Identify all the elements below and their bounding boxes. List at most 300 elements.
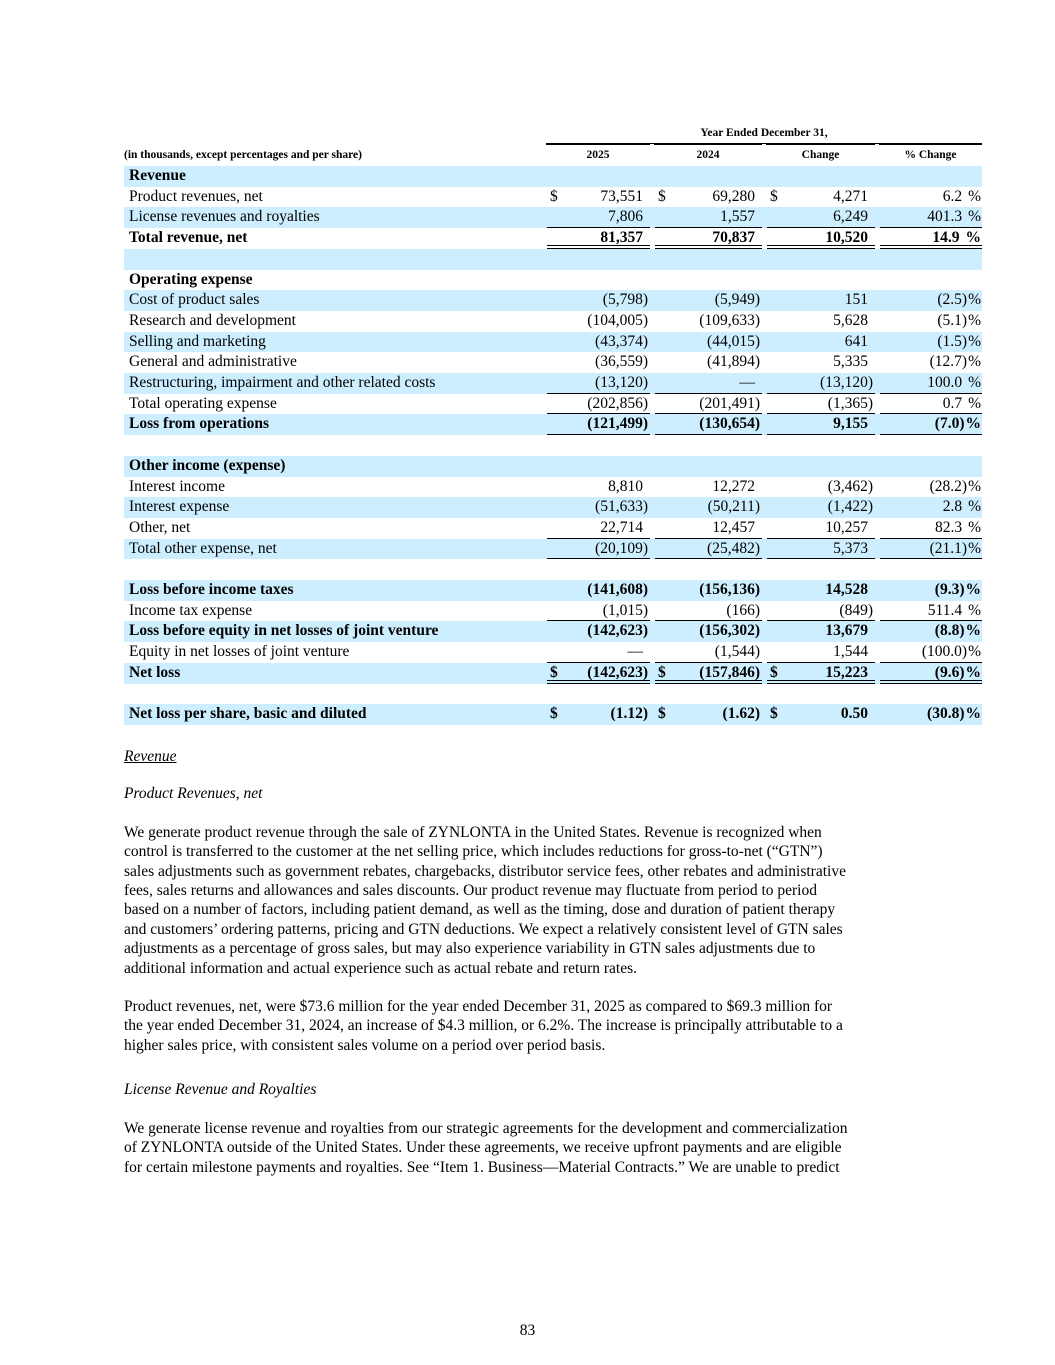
dollar-sign — [880, 601, 883, 621]
cell-pct-change — [875, 559, 982, 580]
cell-2024 — [650, 166, 762, 187]
cell-change — [762, 497, 875, 518]
cell-change — [762, 663, 875, 684]
cell-value: (5,949) — [714, 291, 760, 309]
cell-pct-change — [875, 394, 982, 415]
cell-value: 5,335 — [833, 353, 868, 371]
row-label: Loss from operations — [124, 414, 542, 435]
cell-change — [762, 270, 875, 291]
cell-value: (13,120) — [820, 374, 873, 392]
cell-value — [643, 166, 650, 187]
dollar-sign: $ — [550, 663, 558, 681]
table-row — [124, 580, 982, 601]
percent-sign: % — [968, 374, 981, 392]
dollar-sign — [880, 663, 883, 680]
cell-2025 — [542, 270, 650, 291]
cell-value — [643, 435, 650, 456]
cell-2024 — [650, 477, 762, 498]
cell-2025 — [542, 539, 650, 560]
cell-value: 69,280 — [712, 187, 755, 205]
dollar-sign — [655, 290, 658, 311]
percent-sign: % — [968, 208, 981, 226]
text-line: higher sales price, with consistent sales volume on a period over period basis. — [124, 1036, 606, 1054]
cell-value: (25,482) — [707, 539, 760, 557]
percent-sign: % — [965, 705, 981, 723]
dollar-sign — [655, 332, 658, 353]
dollar-sign — [880, 704, 883, 725]
cell-value: (142,623) — [587, 622, 648, 640]
dollar-sign: $ — [770, 705, 778, 723]
spacer-row — [124, 559, 982, 580]
cell-value — [868, 166, 875, 187]
paragraph-product-revenue — [124, 823, 964, 978]
table-row — [124, 228, 982, 249]
cell-value: 13,679 — [825, 622, 868, 640]
percent-sign: % — [965, 229, 981, 247]
dollar-sign — [880, 332, 883, 353]
dollar-sign: $ — [550, 705, 558, 723]
cell-value: (121,499) — [587, 415, 648, 433]
cell-2024 — [650, 580, 762, 601]
percent-sign — [981, 456, 982, 477]
cell-value: 401.3 — [927, 208, 963, 226]
cell-value — [643, 684, 650, 705]
cell-value: 5,373 — [833, 539, 868, 557]
table-row — [124, 621, 982, 642]
cell-value: (50,211) — [707, 498, 760, 516]
cell-2025 — [542, 497, 650, 518]
cell-value: 8,810 — [608, 477, 643, 495]
dollar-sign — [655, 414, 658, 434]
percent-sign — [981, 435, 982, 456]
cell-value: (43,374) — [595, 332, 648, 350]
table-row — [124, 601, 982, 622]
cell-change — [762, 290, 875, 311]
cell-2024 — [650, 497, 762, 518]
cell-2024 — [650, 394, 762, 415]
spacer-row — [124, 684, 982, 705]
text-line: We generate license revenue and royalties from our strategic agreements for the development and commercialization — [124, 1119, 848, 1137]
cell-value: (201,491) — [699, 394, 760, 412]
cell-change — [762, 311, 875, 332]
dollar-sign — [767, 290, 770, 311]
text-line: control is transferred to the customer at the net selling price, which includes reductions for gross-to-net (“GTN”) — [124, 843, 823, 861]
dollar-sign — [655, 539, 658, 559]
cell-2024 — [650, 311, 762, 332]
dollar-sign — [547, 373, 550, 393]
cell-2024 — [650, 373, 762, 394]
row-label: Total operating expense — [129, 394, 277, 412]
dollar-sign — [767, 621, 770, 642]
cell-value: 4,271 — [833, 187, 868, 205]
dollar-sign — [655, 456, 658, 477]
dollar-sign — [767, 456, 770, 477]
dollar-sign — [547, 642, 550, 662]
table-row — [124, 394, 982, 415]
cell-change — [762, 456, 875, 477]
cell-value: (12.7) — [929, 353, 968, 371]
row-label: Product revenues, net — [129, 187, 263, 205]
cell-value: (9.6) — [934, 663, 965, 681]
percent-sign: % — [968, 643, 981, 661]
cell-change — [762, 166, 875, 187]
row-label — [124, 559, 542, 580]
cell-pct-change — [875, 332, 982, 353]
cell-2024 — [650, 456, 762, 477]
cell-value: (5.1) — [937, 311, 968, 329]
body-text — [124, 745, 964, 1177]
cell-value: 9,155 — [833, 415, 868, 433]
dollar-sign: $ — [658, 187, 666, 205]
cell-value — [755, 456, 762, 477]
row-label: Restructuring, impairment and other related costs — [124, 373, 542, 394]
percent-sign: % — [968, 601, 981, 619]
cell-2025 — [542, 290, 650, 311]
percent-sign — [981, 559, 982, 580]
percent-sign — [981, 249, 982, 270]
section-header-row — [124, 456, 982, 477]
cell-value: 151 — [844, 291, 868, 309]
cell-change — [762, 601, 875, 622]
dollar-sign — [880, 580, 883, 601]
cell-value — [868, 270, 875, 291]
cell-value: 12,457 — [712, 518, 755, 536]
cell-2025 — [542, 373, 650, 394]
dollar-sign — [880, 311, 883, 332]
dollar-sign — [547, 580, 550, 601]
cell-value: (7.0) — [934, 415, 965, 433]
row-label: Cost of product sales — [124, 290, 542, 311]
text-line: additional information and actual experience such as actual rebate and return rates. — [124, 959, 637, 977]
cell-change — [762, 228, 875, 249]
dollar-sign — [767, 497, 770, 518]
cell-2025 — [542, 249, 650, 270]
cell-value: (156,136) — [699, 581, 760, 599]
dollar-sign — [655, 580, 658, 601]
table-row — [124, 352, 982, 373]
table-row — [124, 642, 982, 663]
dollar-sign — [767, 394, 770, 414]
dollar-sign — [547, 290, 550, 311]
cell-value: (5,798) — [602, 291, 648, 309]
dollar-sign — [655, 559, 658, 580]
cell-2025 — [542, 435, 650, 456]
dollar-sign — [767, 684, 770, 705]
cell-value — [755, 270, 762, 291]
units-note: (in thousands, except percentages and per share) — [124, 148, 362, 161]
table-row — [124, 332, 982, 353]
dollar-sign — [767, 477, 770, 498]
spacer-row — [124, 435, 982, 456]
cell-value — [755, 435, 762, 456]
dollar-sign — [655, 477, 658, 498]
percent-sign: % — [968, 187, 981, 205]
cell-value: (3,462) — [827, 477, 873, 495]
cell-change — [762, 518, 875, 539]
row-label: Total revenue, net — [129, 229, 248, 247]
table-row — [124, 704, 982, 725]
column-header-change: Change — [766, 144, 875, 166]
table-row — [124, 290, 982, 311]
dollar-sign — [767, 166, 770, 187]
cell-value: 12,272 — [712, 477, 755, 495]
dollar-sign — [880, 642, 883, 662]
spacer-row — [124, 249, 982, 270]
dollar-sign — [880, 435, 883, 456]
dollar-sign — [547, 332, 550, 353]
cell-change — [762, 187, 875, 208]
dollar-sign — [880, 477, 883, 498]
percent-sign: % — [968, 394, 981, 412]
dollar-sign — [655, 166, 658, 187]
row-label: Interest income — [129, 477, 225, 495]
row-label: Loss before income taxes — [124, 580, 542, 601]
dollar-sign — [767, 435, 770, 456]
row-label: Operating expense — [129, 270, 253, 288]
dollar-sign — [880, 228, 883, 245]
cell-value: (1,422) — [827, 498, 873, 516]
dollar-sign — [547, 249, 550, 270]
cell-pct-change — [875, 601, 982, 622]
cell-change — [762, 414, 875, 435]
percent-sign: % — [965, 622, 981, 640]
cell-value: (51,633) — [595, 498, 648, 516]
dollar-sign — [880, 539, 883, 559]
cell-change — [762, 373, 875, 394]
cell-2025 — [542, 187, 650, 208]
section-header-row — [124, 270, 982, 291]
cell-value: 14.9 — [932, 229, 960, 247]
dollar-sign — [880, 352, 883, 373]
cell-value — [755, 249, 762, 270]
cell-2025 — [542, 414, 650, 435]
cell-value: (109,633) — [699, 311, 760, 329]
cell-value: (36,559) — [595, 353, 648, 371]
cell-value — [868, 456, 875, 477]
dollar-sign — [767, 539, 770, 559]
cell-2024 — [650, 290, 762, 311]
cell-value: 1,557 — [720, 208, 755, 226]
cell-2024 — [650, 621, 762, 642]
dollar-sign — [547, 394, 550, 414]
text-line: of ZYNLONTA outside of the United States. Under these agreements, we receive upfront payments and are eligible — [124, 1139, 842, 1157]
cell-pct-change — [875, 539, 982, 560]
dollar-sign — [880, 290, 883, 311]
cell-2024 — [650, 559, 762, 580]
percent-sign: % — [965, 581, 981, 599]
cell-value: (44,015) — [707, 332, 760, 350]
cell-2024 — [650, 518, 762, 539]
dollar-sign — [880, 559, 883, 580]
table-row — [124, 477, 982, 498]
text-line: for certain milestone payments and royalties. See “Item 1. Business—Material Contracts.” We are unable to predict — [124, 1158, 840, 1176]
cell-pct-change — [875, 663, 982, 684]
text-line: Product revenues, net, were $73.6 million for the year ended December 31, 2025 as compared to $69.3 million for — [124, 998, 833, 1016]
cell-value: (1.12) — [610, 705, 648, 723]
results-of-operations-table — [124, 124, 982, 725]
dollar-sign — [655, 684, 658, 705]
cell-value: (1,365) — [827, 394, 873, 412]
cell-pct-change — [875, 684, 982, 705]
cell-2025 — [542, 228, 650, 249]
dollar-sign — [655, 601, 658, 621]
percent-sign — [981, 684, 982, 705]
dollar-sign — [655, 270, 658, 291]
text-line: We generate product revenue through the sale of ZYNLONTA in the United States. Revenue is recognized when — [124, 823, 822, 841]
cell-2025 — [542, 166, 650, 187]
cell-change — [762, 352, 875, 373]
cell-value: (30.8) — [927, 705, 965, 723]
cell-pct-change — [875, 373, 982, 394]
row-label: General and administrative — [129, 353, 297, 371]
percent-sign: % — [968, 518, 981, 536]
dollar-sign — [767, 518, 770, 538]
dollar-sign — [655, 373, 658, 393]
dollar-sign — [767, 373, 770, 393]
row-label — [124, 435, 542, 456]
dollar-sign — [767, 642, 770, 662]
cell-value: (28.2) — [929, 477, 968, 495]
percent-sign: % — [968, 477, 981, 495]
cell-value: 511.4 — [927, 601, 963, 619]
dollar-sign — [767, 228, 770, 245]
cell-2025 — [542, 207, 650, 228]
dollar-sign — [547, 559, 550, 580]
dollar-sign — [655, 394, 658, 414]
text-line: sales adjustments such as government rebates, chargebacks, distributor service fees, other rebates and administrative — [124, 862, 846, 880]
percent-sign — [981, 166, 982, 187]
cell-change — [762, 642, 875, 663]
dollar-sign — [547, 456, 550, 477]
cell-value: (21.1) — [929, 539, 968, 557]
cell-change — [762, 621, 875, 642]
cell-pct-change — [875, 166, 982, 187]
cell-value — [868, 684, 875, 705]
section-header-row — [124, 166, 982, 187]
cell-2024 — [650, 207, 762, 228]
dollar-sign — [547, 497, 550, 518]
cell-pct-change — [875, 518, 982, 539]
cell-2025 — [542, 456, 650, 477]
dollar-sign — [655, 435, 658, 456]
row-label: Total other expense, net — [124, 539, 542, 560]
dollar-sign — [880, 518, 883, 538]
dollar-sign — [880, 621, 883, 642]
row-label: Loss before equity in net losses of joint venture — [124, 621, 542, 642]
dollar-sign — [880, 270, 883, 291]
dollar-sign: $ — [658, 663, 666, 681]
cell-change — [762, 435, 875, 456]
percent-sign: % — [968, 291, 981, 309]
dollar-sign — [547, 311, 550, 332]
cell-pct-change — [875, 621, 982, 642]
dollar-sign — [547, 601, 550, 621]
dollar-sign — [767, 352, 770, 373]
dollar-sign: $ — [658, 705, 666, 723]
percent-sign: % — [968, 539, 981, 557]
cell-value: (100.0) — [921, 643, 968, 661]
cell-value: (157,846) — [699, 663, 760, 681]
row-label — [124, 684, 542, 705]
row-label: License revenues and royalties — [124, 207, 542, 228]
dollar-sign: $ — [770, 663, 778, 681]
header-group: Year Ended December 31, — [546, 124, 982, 144]
cell-2024 — [650, 601, 762, 622]
dollar-sign — [880, 249, 883, 270]
cell-value: (1,015) — [602, 601, 648, 619]
dollar-sign — [547, 477, 550, 498]
table-row — [124, 663, 982, 684]
dollar-sign — [880, 497, 883, 518]
column-header-2025: 2025 — [546, 144, 650, 166]
cell-pct-change — [875, 207, 982, 228]
cell-change — [762, 704, 875, 725]
cell-pct-change — [875, 270, 982, 291]
cell-2024 — [650, 352, 762, 373]
cell-value: 100.0 — [927, 374, 963, 392]
cell-value: (41,894) — [707, 353, 760, 371]
cell-pct-change — [875, 580, 982, 601]
table-row — [124, 373, 982, 394]
dollar-sign — [547, 414, 550, 434]
row-label: Equity in net losses of joint venture — [129, 643, 350, 661]
cell-value — [643, 249, 650, 270]
dollar-sign — [547, 207, 550, 227]
row-label: Net loss — [124, 663, 542, 684]
dollar-sign — [655, 518, 658, 538]
dollar-sign — [655, 249, 658, 270]
dollar-sign — [767, 601, 770, 621]
cell-2025 — [542, 559, 650, 580]
cell-value — [643, 456, 650, 477]
row-label: Research and development — [129, 311, 296, 329]
cell-2025 — [542, 580, 650, 601]
column-header-pct-change: % Change — [879, 144, 982, 166]
cell-value: 0.7 — [942, 394, 963, 412]
row-label: Selling and marketing — [124, 332, 542, 353]
cell-value: (20,109) — [595, 539, 648, 557]
table-row — [124, 497, 982, 518]
cell-value: 14,528 — [825, 581, 868, 599]
cell-2024 — [650, 435, 762, 456]
cell-pct-change — [875, 187, 982, 208]
cell-value: 6,249 — [833, 208, 868, 226]
cell-pct-change — [875, 414, 982, 435]
cell-2024 — [650, 332, 762, 353]
dollar-sign — [547, 684, 550, 705]
text-line: and customers’ ordering patterns, pricing and GTN deductions. We expect a relatively consistent level of GTN sales — [124, 920, 843, 938]
cell-2025 — [542, 601, 650, 622]
cell-value — [755, 166, 762, 187]
dollar-sign — [655, 497, 658, 518]
cell-value: (104,005) — [587, 311, 648, 329]
dollar-sign — [767, 311, 770, 332]
dollar-sign — [880, 373, 883, 393]
cell-value: (130,654) — [699, 415, 760, 433]
cell-2024 — [650, 270, 762, 291]
cell-2024 — [650, 228, 762, 249]
text-line: adjustments as a percentage of gross sales, but may also experience variability in GTN sales adjustments due to — [124, 940, 816, 958]
row-label: Other income (expense) — [124, 456, 542, 477]
dollar-sign — [767, 559, 770, 580]
section-heading: Revenue — [124, 748, 177, 765]
cell-pct-change — [875, 704, 982, 725]
cell-2024 — [650, 187, 762, 208]
dollar-sign — [880, 394, 883, 414]
cell-pct-change — [875, 435, 982, 456]
dollar-sign — [655, 352, 658, 373]
dollar-sign: $ — [770, 187, 778, 205]
